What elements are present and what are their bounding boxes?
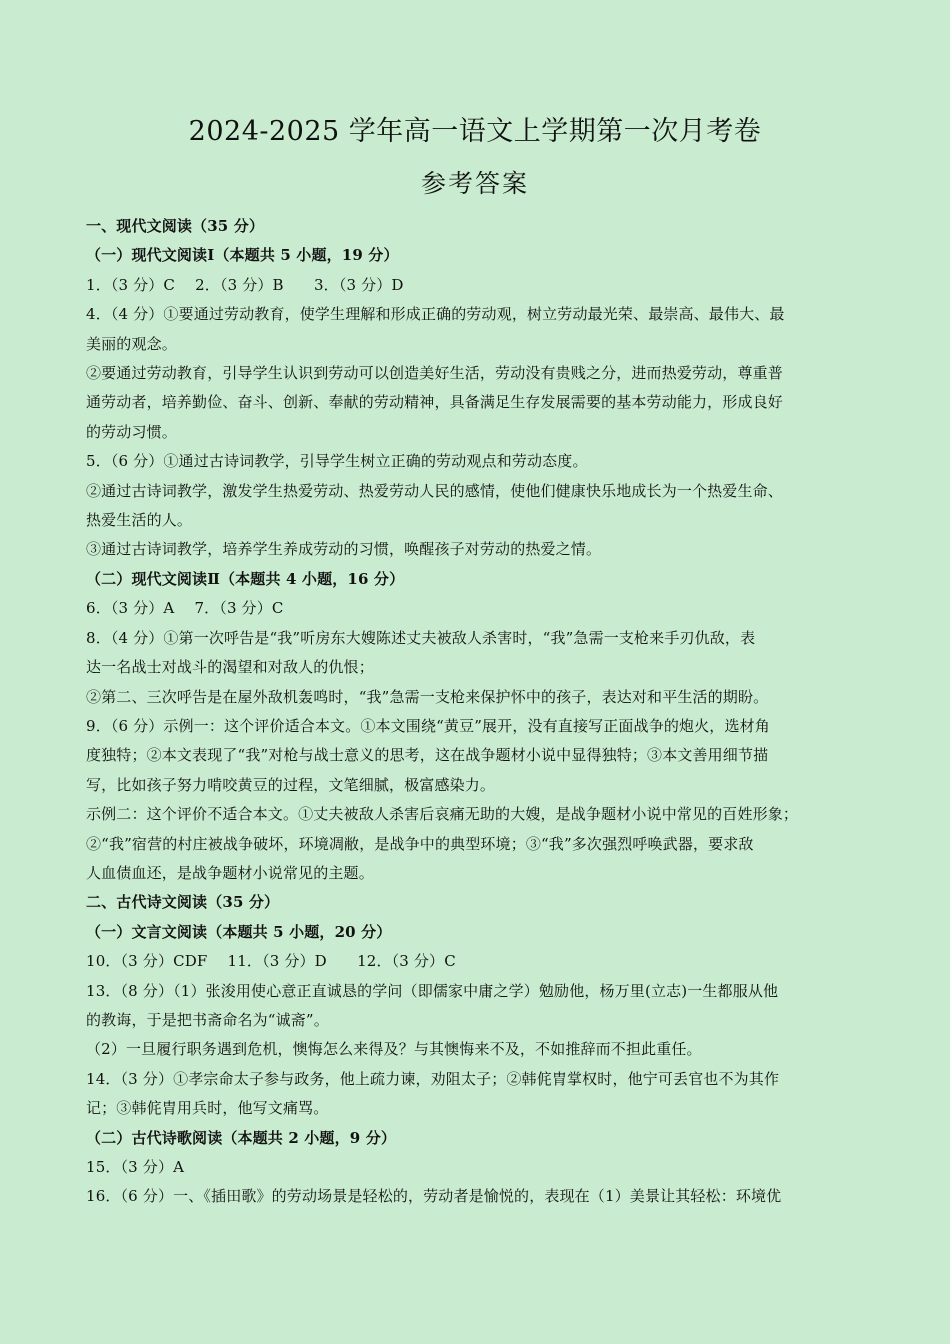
section-heading: （二）现代文阅读Ⅱ（本题共 4 小题，16 分） — [86, 569, 405, 588]
answer-line: 通劳动者，培养勤俭、奋斗、创新、奉献的劳动精神，具备满足生存发展需要的基本劳动能力，形成良好 — [86, 393, 783, 412]
answer-line: ③通过古诗词教学，培养学生养成劳动的习惯，唤醒孩子对劳动的热爱之情。 — [86, 540, 602, 559]
answer-line: 9．（6 分）示例一：这个评价适合本文。①本文围绕“黄豆”展开，没有直接写正面战争的炮火，选材角 — [86, 716, 770, 735]
answer-line: 美丽的观念。 — [86, 334, 177, 353]
answer-line: 达一名战士对战斗的渴望和对敌人的仇恨； — [86, 658, 374, 677]
answer-line: 热爱生活的人。 — [86, 511, 193, 530]
answer-line: 示例二：这个评价不适合本文。①丈夫被敌人杀害后哀痛无助的大嫂，是战争题材小说中常见的百姓形象； — [86, 805, 799, 824]
document-title: 2024-2025 学年高一语文上学期第一次月考卷 — [188, 116, 762, 147]
answer-line: 的教诲，于是把书斋命名为“诚斋”。 — [86, 1010, 329, 1029]
section-heading: （一）文言文阅读（本题共 5 小题，20 分） — [86, 922, 392, 941]
answer-line: 6．（3 分）A 7．（3 分）C — [86, 599, 284, 618]
section-heading: （二）古代诗歌阅读（本题共 2 小题，9 分） — [86, 1128, 396, 1147]
answer-line: 1．（3 分）C 2．（3 分）B 3．（3 分）D — [86, 275, 404, 294]
answer-line: 度独特；②本文表现了“我”对枪与战士意义的思考，这在战争题材小说中显得独特；③本文善用细节描 — [86, 746, 769, 765]
document-subtitle: 参考答案 — [420, 169, 529, 198]
answer-line: 5．（6 分）①通过古诗词教学，引导学生树立正确的劳动观点和劳动态度。 — [86, 452, 588, 471]
answer-line: 人血债血还，是战争题材小说常见的主题。 — [86, 863, 374, 882]
answer-line: 8．（4 分）①第一次呼告是“我”听房东大嫂陈述丈夫被敌人杀害时，“我”急需一支枪来手刃仇敌，表 — [86, 628, 756, 647]
answer-line: ②通过古诗词教学，激发学生热爱劳动、热爱劳动人民的感情，使他们健康快乐地成长为一个热爱生命、 — [86, 481, 783, 500]
answer-line: 15．（3 分）A — [86, 1158, 185, 1176]
section-heading: 二、古代诗文阅读（35 分） — [86, 893, 280, 912]
answer-content — [86, 212, 864, 1212]
section-heading: 一、现代文阅读（35 分） — [86, 217, 265, 235]
answer-line: 10．（3 分）CDF 11．（3 分）D 12．（3 分）C — [86, 952, 456, 971]
section-heading: （一）现代文阅读Ⅰ（本题共 5 小题，19 分） — [86, 246, 399, 265]
answer-line: 写，比如孩子努力啃咬黄豆的过程，文笔细腻，极富感染力。 — [86, 775, 496, 794]
answer-line: 13．（8 分）（1）张浚用使心意正直诚恳的学问（即儒家中庸之学）勉励他，杨万里(立志)一生都服从他 — [86, 981, 779, 1000]
answer-line: 记；③韩侂胄用兵时，他写文痛骂。 — [86, 1099, 329, 1118]
answer-line: 4．（4 分）①要通过劳动教育，使学生理解和形成正确的劳动观，树立劳动最光荣、最崇高、最伟大、最 — [86, 305, 785, 324]
answer-line: （2）一旦履行职务遇到危机，懊悔怎么来得及？与其懊悔来不及，不如推辞而不担此重任。 — [86, 1040, 702, 1059]
answer-line: 14．（3 分）①孝宗命太子参与政务，他上疏力谏，劝阻太子；②韩侂胄掌权时，他宁可丢官也不为其作 — [86, 1069, 780, 1088]
answer-line: 16．（6 分）一、《插田歌》的劳动场景是轻松的，劳动者是愉悦的，表现在（1）美景让其轻松：环境优 — [86, 1187, 782, 1206]
answer-line: ②“我”宿营的村庄被战争破坏，环境凋敝，是战争中的典型环境；③“我”多次强烈呼唤武器，要求敌 — [86, 834, 754, 853]
answer-line: ②要通过劳动教育，引导学生认识到劳动可以创造美好生活，劳动没有贵贱之分，进而热爱劳动，尊重普 — [86, 364, 783, 383]
answer-line: ②第二、三次呼告是在屋外敌机轰鸣时，“我”急需一支枪来保护怀中的孩子，表达对和平生活的期盼。 — [86, 687, 769, 706]
answer-line: 的劳动习惯。 — [86, 422, 177, 441]
